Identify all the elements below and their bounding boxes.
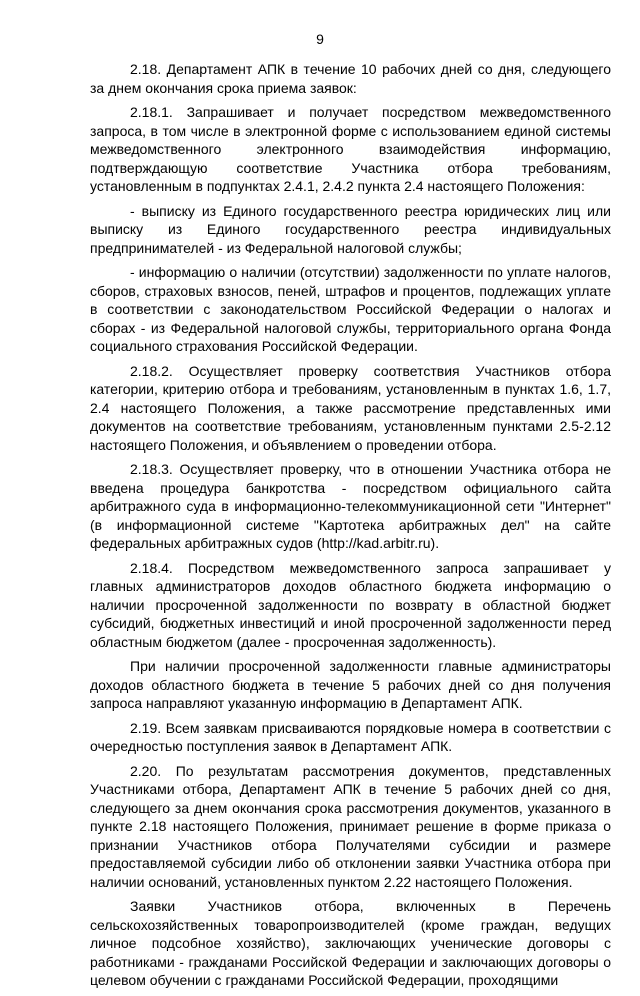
paragraph-2-18-3: 2.18.3. Осуществляет проверку, что в отношении Участника отбора не введена процедура банкротства - посредством официального сайта арбитражного суда в информационно-телекоммуникационной сети "Интернет" (в информационной системе "Картотека арбитражных дел" на сайте федеральных арбитражных судов (http://kad.arbitr.ru). [90,461,611,551]
paragraph-applications: Заявки Участников отбора, включенных в Перечень сельскохозяйственных товаропроизводителей (кроме граждан, ведущих личное подсобное хозяйство), заключающих ученические договоры с работниками - гражданами Российской Федерации и заключающих договоры о целевом обучении с гражданами Российской Федерации, проходящими [90,898,611,988]
paragraph-2-20: 2.20. По результатам рассмотрения документов, представленных Участниками отбора, Департамент АПК в течение 5 рабочих дней со дня, следующего за днем окончания срока рассмотрения документов, указанного в пункте 2.18 настоящего Положения, принимает решение в форме приказа о признании Участников отбора Получателями субсидии и размере предоставляемой субсидии либо об отклонении заявки Участника отбора при наличии оснований, установленных пунктом 2.22 настоящего Положения. [90,762,611,890]
paragraph-2-18-2: 2.18.2. Осуществляет проверку соответствия Участников отбора категории, критерию отбора и требованиям, установленным в пунктах 1.6, 1.7, 2.4 настоящего Положения, а также рассмотрение представленных ими документов на соответствие требованиям, установленным пунктами 2.5-2.12 настоящего Положения, и объявлением о проведении отбора. [90,362,611,453]
paragraph-debt-info: - информацию о наличии (отсутствии) задолженности по уплате налогов, сборов, страховых взносов, пеней, штрафов и процентов, подлежащих уплате в соответствии с законодательством Российской Федерации о налогах и сборах - из Федеральной налоговой службы, территориального органа Фонда социального страхования Российской Федерации. [90,264,611,354]
paragraph-2-18: 2.18. Департамент АПК в течение 10 рабочих дней со дня, следующего за днем окончания срока приема заявок: [90,61,611,96]
paragraph-2-18-4: 2.18.4. Посредством межведомственного запроса запрашивает у главных администраторов доходов областного бюджета информацию о наличии просроченной задолженности по возврату в областной бюджет субсидий, бюджетных инвестиций и иной просроченной задолженности перед областным бюджетом (далее - просроченная задолженность). [90,559,611,650]
page-number: 9 [316,31,324,47]
document-body [90,60,611,996]
paragraph-extract-egrul: - выписку из Единого государственного реестра юридических лиц или выписку из Единого государственного реестра индивидуальных предпринимателей - из Федеральной налоговой службы; [90,202,611,256]
paragraph-2-19: 2.19. Всем заявкам присваиваются порядковые номера в соответствии с очередностью поступления заявок в Департамент АПК. [90,719,611,754]
paragraph-overdue-debt: При наличии просроченной задолженности главные администраторы доходов областного бюджета в течение 5 рабочих дней со дня получения запроса направляют указанную информацию в Департамент АПК. [90,658,611,711]
paragraph-2-18-1: 2.18.1. Запрашивает и получает посредством межведомственного запроса, в том числе в электронной форме с использованием единой системы межведомственного электронного взаимодействия информацию, подтверждающую соответствие Участника отбора требованиям, установленным в подпунктах 2.4.1, 2.4.2 пункта 2.4 настоящего Положения: [90,104,611,194]
